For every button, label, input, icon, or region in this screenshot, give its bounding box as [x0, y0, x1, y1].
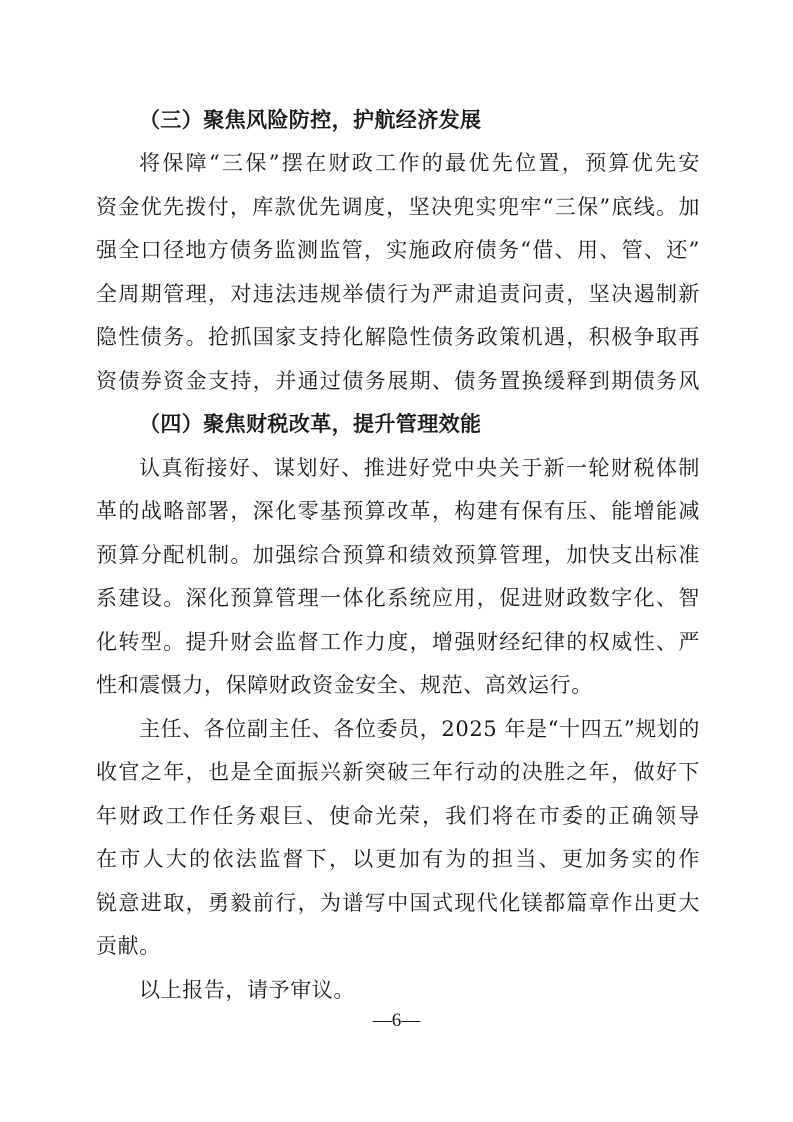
paragraph-line: 收官之年，也是全面振兴新突破三年行动的决胜之年，做好下: [96, 760, 700, 784]
paragraph-line: 隐性债务。抢抓国家支持化解隐性债务政策机遇，积极争取再: [96, 325, 700, 349]
closing-statement: 以上报告，请予审议。: [139, 978, 355, 1002]
paragraph-line: 化转型。提升财会监督工作力度，增强财经纪律的权威性、严: [96, 630, 700, 654]
paragraph-line: 全周期管理，对违法违规举债行为严肃追责问责，坚决遏制新: [96, 282, 700, 306]
paragraph-line: 预算分配机制。加强综合预算和绩效预算管理，加快支出标准: [96, 543, 700, 567]
section-heading: （四）聚焦财税改革，提升管理效能: [139, 412, 482, 436]
paragraph-line: 将保障“三保”摆在财政工作的最优先位置，预算优先安: [139, 151, 700, 175]
paragraph-line: 资金优先拨付，库款优先调度，坚决兜实兜牢“三保”底线。加: [96, 195, 700, 219]
paragraph-line: 在市人大的依法监督下，以更加有为的担当、更加务实的作: [96, 847, 700, 871]
paragraph-line: 系建设。深化预算管理一体化系统应用，促进财政数字化、智: [96, 586, 700, 610]
paragraph-line: 革的战略部署，深化零基预算改革，构建有保有压、能增能减: [96, 499, 700, 523]
page-number: —6—: [372, 1010, 421, 1031]
section-heading: （三）聚焦风险防控，护航经济发展: [139, 108, 482, 132]
paragraph-line: 资债券资金支持，并通过债务展期、债务置换缓释到期债务风: [96, 369, 700, 393]
paragraph-line: 性和震慑力，保障财政资金安全、规范、高效运行。: [96, 673, 593, 697]
paragraph-line: 锐意进取，勇毅前行，为谱写中国式现代化镁都篇章作出更大: [96, 891, 700, 915]
paragraph-line: 强全口径地方债务监测监管，实施政府债务“借、用、管、还”: [96, 238, 700, 262]
paragraph-line: 年财政工作任务艰巨、使命光荣，我们将在市委的正确领导: [96, 804, 700, 828]
paragraph-line: 贡献。: [96, 934, 161, 958]
paragraph-line: 认真衔接好、谋划好、推进好党中央关于新一轮财税体制: [139, 456, 700, 480]
paragraph-line: 主任、各位副主任、各位委员，2025 年是“十四五”规划的: [139, 717, 700, 741]
